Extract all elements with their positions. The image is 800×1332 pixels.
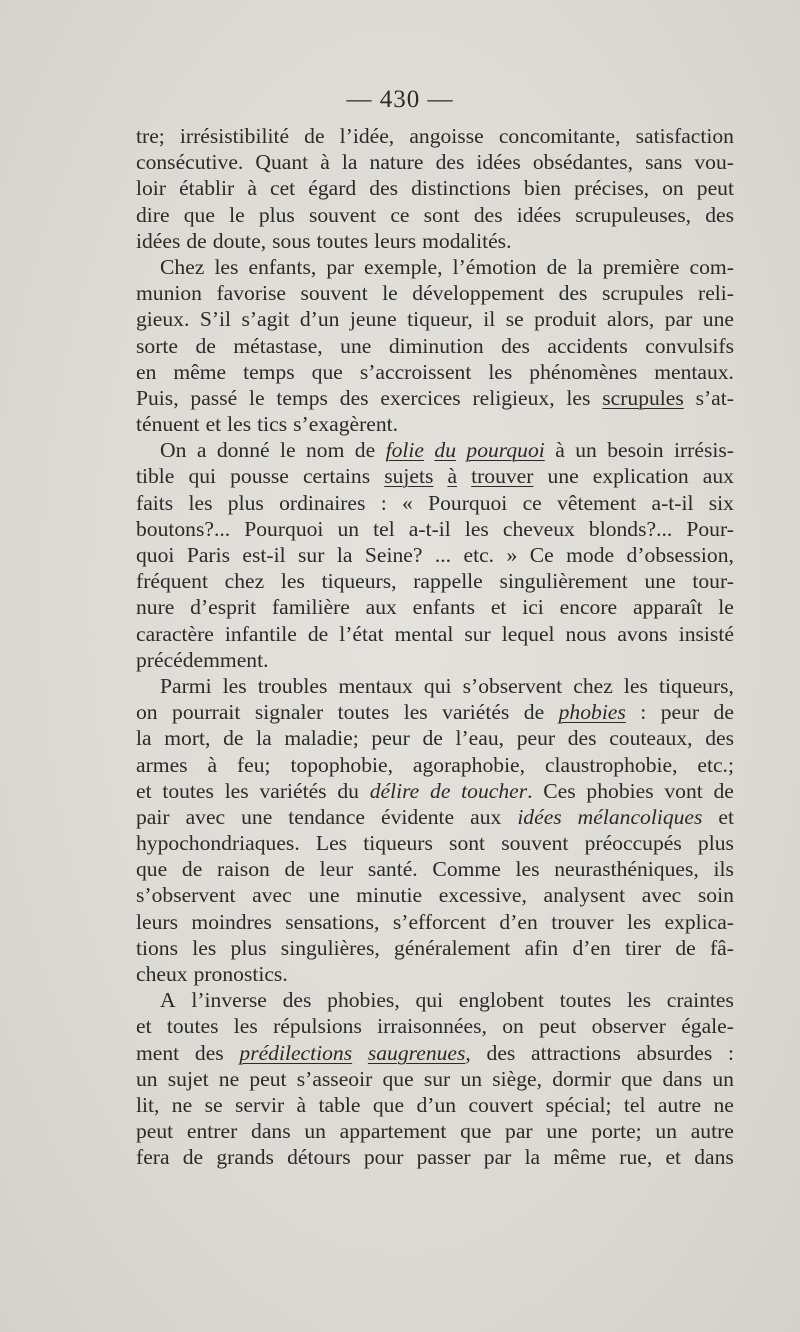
text-line: loir établir à cet égard des distinctions bien précises, on peut [136, 176, 734, 201]
text-line: peut entrer dans un appartement que par une porte; un autre [136, 1119, 734, 1144]
text-line: on pourrait signaler toutes les variétés de phobies : peur de [136, 700, 734, 725]
text-line: tre; irrésistibilité de l’idée, angoisse concomitante, satisfaction [136, 124, 734, 148]
text-line: et toutes les variétés du délire de toucher. Ces phobies vont de [136, 778, 734, 803]
text-line: et toutes les répulsions irraisonnées, on peut observer égale- [136, 1014, 734, 1039]
text-line: idées de doute, sous toutes leurs modalités. [136, 228, 512, 253]
page-number: — 430 — [346, 86, 454, 113]
text-line: lit, ne se servir à table que d’un couvert spécial; tel autre ne [136, 1092, 734, 1117]
text-line: un sujet ne peut s’asseoir que sur un siège, dormir que dans un [136, 1066, 734, 1091]
text-line: nure d’esprit familière aux enfants et ici encore apparaît le [136, 595, 734, 620]
text-line: dire que le plus souvent ce sont des idées scrupuleuses, des [136, 202, 734, 227]
text-line: que de raison de leur santé. Comme les neurasthéniques, ils [136, 857, 734, 882]
text-line: ténuent et les tics s’exagèrent. [136, 412, 399, 437]
text-line: consécutive. Quant à la nature des idées obsédantes, sans vou- [136, 150, 734, 175]
text-line: gieux. S’il s’agit d’un jeune tiqueur, il se produit alors, par une [136, 307, 734, 332]
text-line: On a donné le nom de folie du pourquoi à un besoin irrésis- [160, 438, 734, 463]
text-line: tible qui pousse certains sujets à trouver une explication aux [136, 464, 734, 489]
text-line: cheux pronostics. [136, 962, 288, 986]
text-line: s’observent avec une minutie excessive, analysent avec soin [136, 883, 734, 908]
text-line: ment des prédilections saugrenues, des attractions absurdes : [136, 1040, 734, 1065]
text-line: sorte de métastase, une diminution des accidents convulsifs [136, 333, 734, 358]
text-line: munion favorise souvent le développement des scrupules reli- [136, 281, 734, 306]
text-line: caractère infantile de l’état mental sur lequel nous avons insisté [136, 621, 734, 646]
text-line: Chez les enfants, par exemple, l’émotion de la première com- [160, 254, 734, 279]
text-line: fréquent chez les tiqueurs, rappelle singulièrement une tour- [136, 569, 734, 594]
text-line: hypochondriaques. Les tiqueurs sont souvent préoccupés plus [136, 831, 734, 856]
text-line: pair avec une tendance évidente aux idées mélancoliques et [136, 804, 734, 829]
text-line: précédemment. [136, 647, 269, 672]
body-text [136, 123, 734, 1171]
text-line: boutons?... Pourquoi un tel a-t-il les cheveux blonds?... Pour- [136, 516, 734, 541]
text-line: faits les plus ordinaires : « Pourquoi ce vêtement a-t-il six [136, 490, 734, 515]
text-line: tions les plus singulières, généralement afin d’en tirer de fâ- [136, 935, 734, 960]
text-line: quoi Paris est-il sur la Seine? ... etc. » Ce mode d’obsession, [136, 543, 734, 567]
text-line: la mort, de la maladie; peur de l’eau, peur des couteaux, des [136, 726, 734, 751]
text-line: Puis, passé le temps des exercices religieux, les scrupules s’at- [136, 385, 734, 410]
text-line: en même temps que s’accroissent les phénomènes mentaux. [136, 359, 734, 384]
text-line: armes à feu; topophobie, agoraphobie, claustrophobie, etc.; [136, 752, 734, 777]
text-line: A l’inverse des phobies, qui englobent toutes les craintes [160, 988, 734, 1013]
text-line: Parmi les troubles mentaux qui s’observent chez les tiqueurs, [160, 673, 734, 698]
text-line: fera de grands détours pour passer par la même rue, et dans [136, 1145, 734, 1170]
text-line: leurs moindres sensations, s’efforcent d’en trouver les explica- [136, 909, 734, 934]
